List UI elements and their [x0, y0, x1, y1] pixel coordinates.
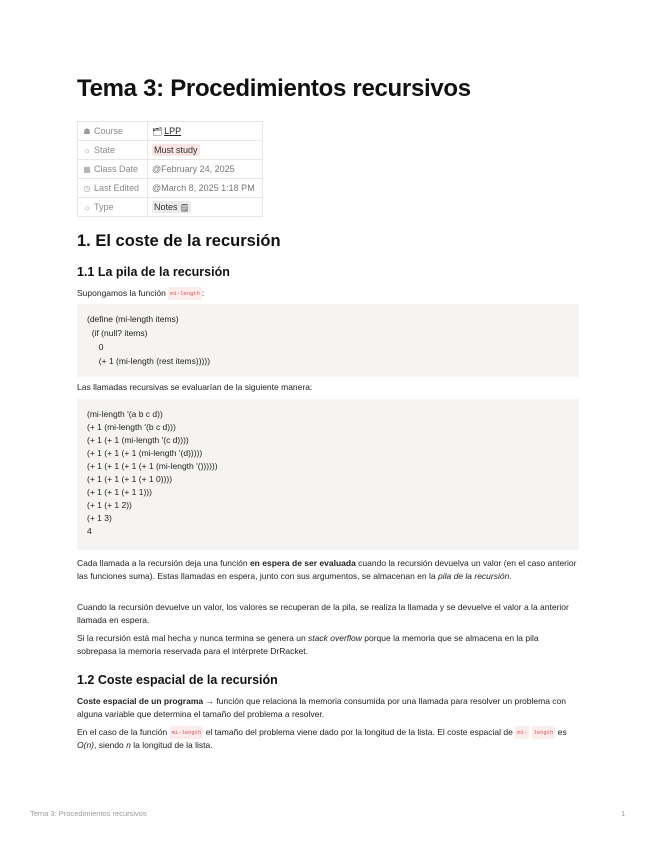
property-row-last-edited	[78, 179, 263, 198]
inline-code: mi-length	[170, 726, 204, 739]
type-icon: ☼	[83, 203, 91, 212]
property-key: Class Date	[94, 164, 139, 174]
code-block	[77, 399, 579, 550]
page-title: Tema 3: Procedimientos recursivos	[77, 75, 471, 102]
code-line: (+ 1 (+ 1 2))	[87, 500, 132, 510]
paragraph: Las llamadas recursivas se evaluarían de la siguiente manera:	[77, 382, 313, 392]
paragraph: En el caso de la función mi-length el tamaño del problema viene dado por la longitud de la lista. El coste espacial de mi- length es O(n), siendo n la longitud de la lista.	[77, 727, 567, 750]
code-line: (+ 1 (+ 1 (+ 1 1)))	[87, 487, 152, 497]
subsection-heading: 1.1 La pila de la recursión	[77, 265, 230, 279]
state-tag: Must study	[154, 145, 198, 155]
footer-title: Tema 3: Procedimientos recursivos	[30, 809, 147, 818]
code-line: (+ 1 (+ 1 (mi-length '(c d))))	[87, 435, 189, 445]
code-line: 4	[87, 526, 92, 536]
footer-page-number: 1	[621, 809, 626, 818]
paragraph: Cuando la recursión devuelve un valor, los valores se recuperan de la pila, se realiza la llamada y se devuelve el valor a la anterior llamada en espera.	[77, 602, 569, 625]
property-row-class-date	[78, 160, 263, 179]
property-key: State	[94, 145, 116, 155]
inline-code: length	[532, 726, 556, 739]
code-line: 0	[87, 342, 104, 352]
code-line: (+ 1 (mi-length (rest items)))))	[87, 356, 211, 366]
property-key: Type	[94, 202, 114, 212]
type-tag: Notes 🗒	[154, 202, 189, 212]
paragraph: Coste espacial de un programa → función que relaciona la memoria consumida por una llamada para resolver un problema con alguna variable que determina el tamaño del problema a resolver.	[77, 696, 566, 719]
state-icon: ☼	[83, 146, 91, 155]
property-row-type	[78, 198, 263, 217]
last-edited-value: @March 8, 2025 1:18 PM	[152, 183, 255, 193]
inline-code: mi-length	[168, 287, 202, 300]
property-row-state	[78, 141, 263, 160]
notes-icon: 🗒	[180, 205, 189, 212]
property-row-course	[78, 122, 263, 141]
calendar-icon: ▦	[83, 165, 91, 174]
paragraph: Cada llamada a la recursión deja una función en espera de ser evaluada cuando la recursión devuelva un valor (en el caso anterior las funciones suma). Estas llamadas en espera, junto con sus argumentos, se almacenan en la pila de la recursión.	[77, 558, 577, 581]
code-line: (+ 1 (+ 1 (+ 1 (+ 1 (mi-length '())))))	[87, 461, 218, 471]
property-key: Last Edited	[94, 183, 140, 193]
paragraph: Si la recursión está mal hecha y nunca termina se genera un stack overflow porque la memoria que se almacena en la pila sobrepasa la memoria reservada para el intérprete DrRacket.	[77, 633, 539, 656]
code-line: (+ 1 (+ 1 (+ 1 (+ 1 0))))	[87, 474, 173, 484]
code-line: (define (mi-length items)	[87, 314, 179, 324]
course-link[interactable]: LPP	[164, 126, 182, 136]
inline-code: mi-	[515, 726, 529, 739]
code-line: (+ 1 (mi-length '(b c d)))	[87, 422, 176, 432]
properties-table	[77, 121, 263, 217]
section-heading: 1. El coste de la recursión	[77, 232, 281, 250]
code-line: (+ 1 3)	[87, 513, 112, 523]
code-line: (mi-length '(a b c d))	[87, 409, 163, 419]
course-icon: ☗	[83, 127, 91, 136]
code-line: (if (null? items)	[87, 328, 148, 338]
clock-icon: ◷	[83, 184, 91, 193]
paragraph: Supongamos la función mi-length :	[77, 288, 205, 298]
property-key: Course	[94, 126, 124, 136]
class-date-value: @February 24, 2025	[152, 164, 235, 174]
code-line: (+ 1 (+ 1 (+ 1 (mi-length '(d)))))	[87, 448, 203, 458]
folder-icon: 🗂	[152, 127, 163, 136]
subsection-heading: 1.2 Coste espacial de la recursión	[77, 673, 278, 687]
code-block	[77, 304, 579, 377]
